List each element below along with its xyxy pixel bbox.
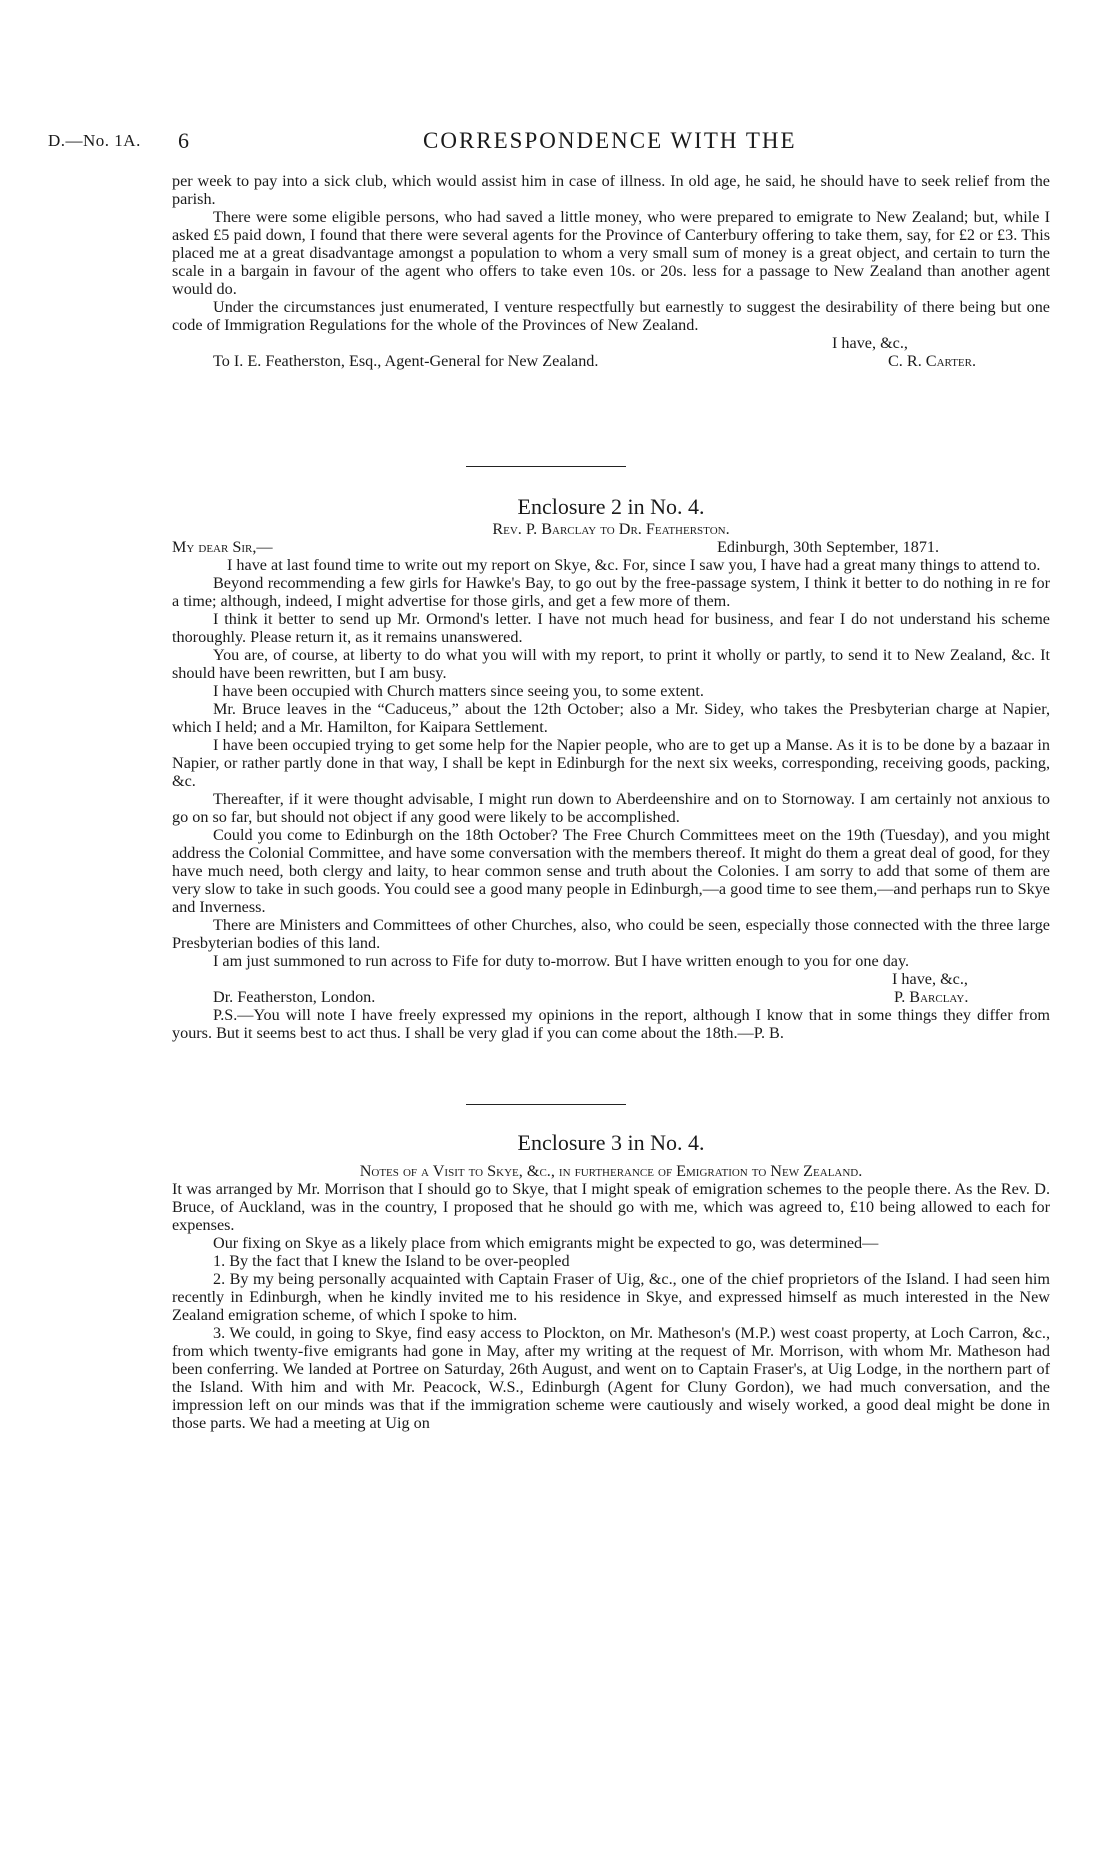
paragraph: There are Ministers and Committees of other Churches, also, who could be seen, especially those connected with the three large Presbyterian bodies of this land. xyxy=(172,916,1050,952)
salutation-line xyxy=(172,538,1050,556)
salutation: My dear Sir,— xyxy=(172,538,273,556)
enclosure-subtitle: Rev. P. Barclay to Dr. Featherston. xyxy=(492,520,730,538)
enclosure-title: Enclosure 2 in No. 4. xyxy=(517,494,705,519)
paragraph: I think it better to send up Mr. Ormond's letter. I have not much head for business, and fear I do not understand his scheme thoroughly. Please return it, as it remains unanswered. xyxy=(172,610,1050,646)
carter-letter xyxy=(172,172,1050,370)
paragraph: I have been occupied trying to get some help for the Napier people, who are to get up a Manse. As it is to be done by a bazaar in Napier, or rather partly done in that way, I shall be kept in Edinburgh for the next six weeks, corresponding, receiving goods, packing, &c. xyxy=(172,736,1050,790)
paragraph: I have been occupied with Church matters since seeing you, to some extent. xyxy=(213,682,704,700)
postscript: P.S.—You will note I have freely expressed my opinions in the report, although I know that in some things they differ from yours. But it seems best to act thus. I shall be very glad if you can come about the 18th.—P. B. xyxy=(172,1006,1050,1042)
signature-line xyxy=(172,988,1050,1006)
addressee: To I. E. Featherston, Esq., Agent-General for New Zealand. xyxy=(213,352,599,370)
paragraph: I have at last found time to write out my report on Skye, &c. For, since I saw you, I have had a great many things to attend to. xyxy=(227,556,1041,574)
running-title: CORRESPONDENCE WITH THE xyxy=(423,128,797,153)
closing: I have, &c., xyxy=(892,970,968,988)
paragraph: You are, of course, at liberty to do what you will with my report, to print it wholly or partly, to send it to New Zealand, &c. It should have been rewritten, but I am busy. xyxy=(172,646,1050,682)
section-divider xyxy=(466,1104,626,1105)
section-divider xyxy=(466,466,626,467)
enclosure-title: Enclosure 3 in No. 4. xyxy=(517,1130,705,1155)
paragraph: Mr. Bruce leaves in the “Caduceus,” about the 12th October; also a Mr. Sidey, who takes the Presbyterian charge at Napier, which I held; and a Mr. Hamilton, for Kaipara Settlement. xyxy=(172,700,1050,736)
signature: P. Barclay. xyxy=(894,988,969,1006)
signature-line xyxy=(172,352,1050,370)
enclosure-subtitle: Notes of a Visit to Skye, &c., in furtherance of Emigration to New Zealand. xyxy=(359,1162,863,1180)
paragraph: It was arranged by Mr. Morrison that I should go to Skye, that I might speak of emigration schemes to the people there. As the Rev. D. Bruce, of Auckland, was in the country, I proposed that he should go with me, which was agreed to, £10 being allowed to each for expenses. xyxy=(172,1180,1050,1234)
list-item: 3. We could, in going to Skye, find easy access to Plockton, on Mr. Matheson's (M.P.) west coast property, at Loch Carron, &c., from which twenty-five emigrants had gone in May, after my writing at the request of Mr. Morrison, with whom Mr. Matheson had been conferring. We landed at Portree on Saturday, 26th August, and went on to Captain Fraser's, at Uig Lodge, in the northern part of the Island. With him and with Mr. Peacock, W.S., Edinburgh (Agent for Cluny Gordon), we had much conversation, and the impression left on our minds was that if the immigration scheme were cautiously and wisely worked, a good deal might be done in those parts. We had a meeting at Uig on xyxy=(172,1324,1050,1432)
paragraph: Under the circumstances just enumerated, I venture respectfully but earnestly to suggest the desirability of there being but one code of Immigration Regulations for the whole of the Provinces of New Zealand. xyxy=(172,298,1050,334)
page-header xyxy=(38,128,1078,158)
document-reference: D.—No. 1A. xyxy=(48,131,141,150)
paragraph: Could you come to Edinburgh on the 18th October? The Free Church Committees meet on the 19th (Tuesday), and you might address the Colonial Committee, and have some conversation with the members thereof. It might do them a great deal of good, for they have much need, both clergy and laity, to hear common sense and truth about the Colonies. I am sorry to add that some of them are very slow to take in such goods. You could see a good many people in Edinburgh,—a good time to see them,—and perhaps run to Skye and Inverness. xyxy=(172,826,1050,916)
paragraph: Beyond recommending a few girls for Hawke's Bay, to go out by the free-passage system, I think it better to do nothing in re for a time; although, indeed, I might advertise for those girls, and get a few more of them. xyxy=(172,574,1050,610)
closing: I have, &c., xyxy=(832,334,908,352)
closing-line xyxy=(172,334,1050,352)
paragraph: Our fixing on Skye as a likely place from which emigrants might be expected to go, was determined— xyxy=(213,1234,879,1252)
paragraph: There were some eligible persons, who had saved a little money, who were prepared to emigrate to New Zealand; but, while I asked £5 paid down, I found that there were several agents for the Province of Canterbury offering to take them, say, for £2 or £3. This placed me at a great disadvantage amongst a population to whom a very small sum of money is a great object, and certain to turn the scale in a bargain in favour of the agent who offers to take even 10s. or 20s. less for a passage to New Zealand than another agent would do. xyxy=(172,208,1050,298)
closing-line xyxy=(172,970,1050,988)
list-item: 2. By my being personally acquainted with Captain Fraser of Uig, &c., one of the chief proprietors of the Island. I had seen him recently in Edinburgh, when he kindly invited me to his residence in Skye, and expressed himself as much interested in the New Zealand emigration scheme, of which I spoke to him. xyxy=(172,1270,1050,1324)
list-item: 1. By the fact that I knew the Island to be over-peopled xyxy=(213,1252,570,1270)
paragraph: per week to pay into a sick club, which would assist him in case of illness. In old age, he said, he should have to seek relief from the parish. xyxy=(172,172,1050,208)
addressee: Dr. Featherston, London. xyxy=(213,988,376,1006)
place-date: Edinburgh, 30th September, 1871. xyxy=(717,538,940,556)
page-number: 6 xyxy=(178,128,189,153)
signature: C. R. Carter. xyxy=(888,352,977,370)
enclosure-2 xyxy=(172,494,1050,1042)
paragraph: I am just summoned to run across to Fife for duty to-morrow. But I have written enough to you for one day. xyxy=(213,952,910,970)
enclosure-3 xyxy=(172,1130,1050,1432)
paragraph: Thereafter, if it were thought advisable, I might run down to Aberdeenshire and on to Stornoway. I am certainly not anxious to go on so far, but should not object if any good were likely to be accomplished. xyxy=(172,790,1050,826)
